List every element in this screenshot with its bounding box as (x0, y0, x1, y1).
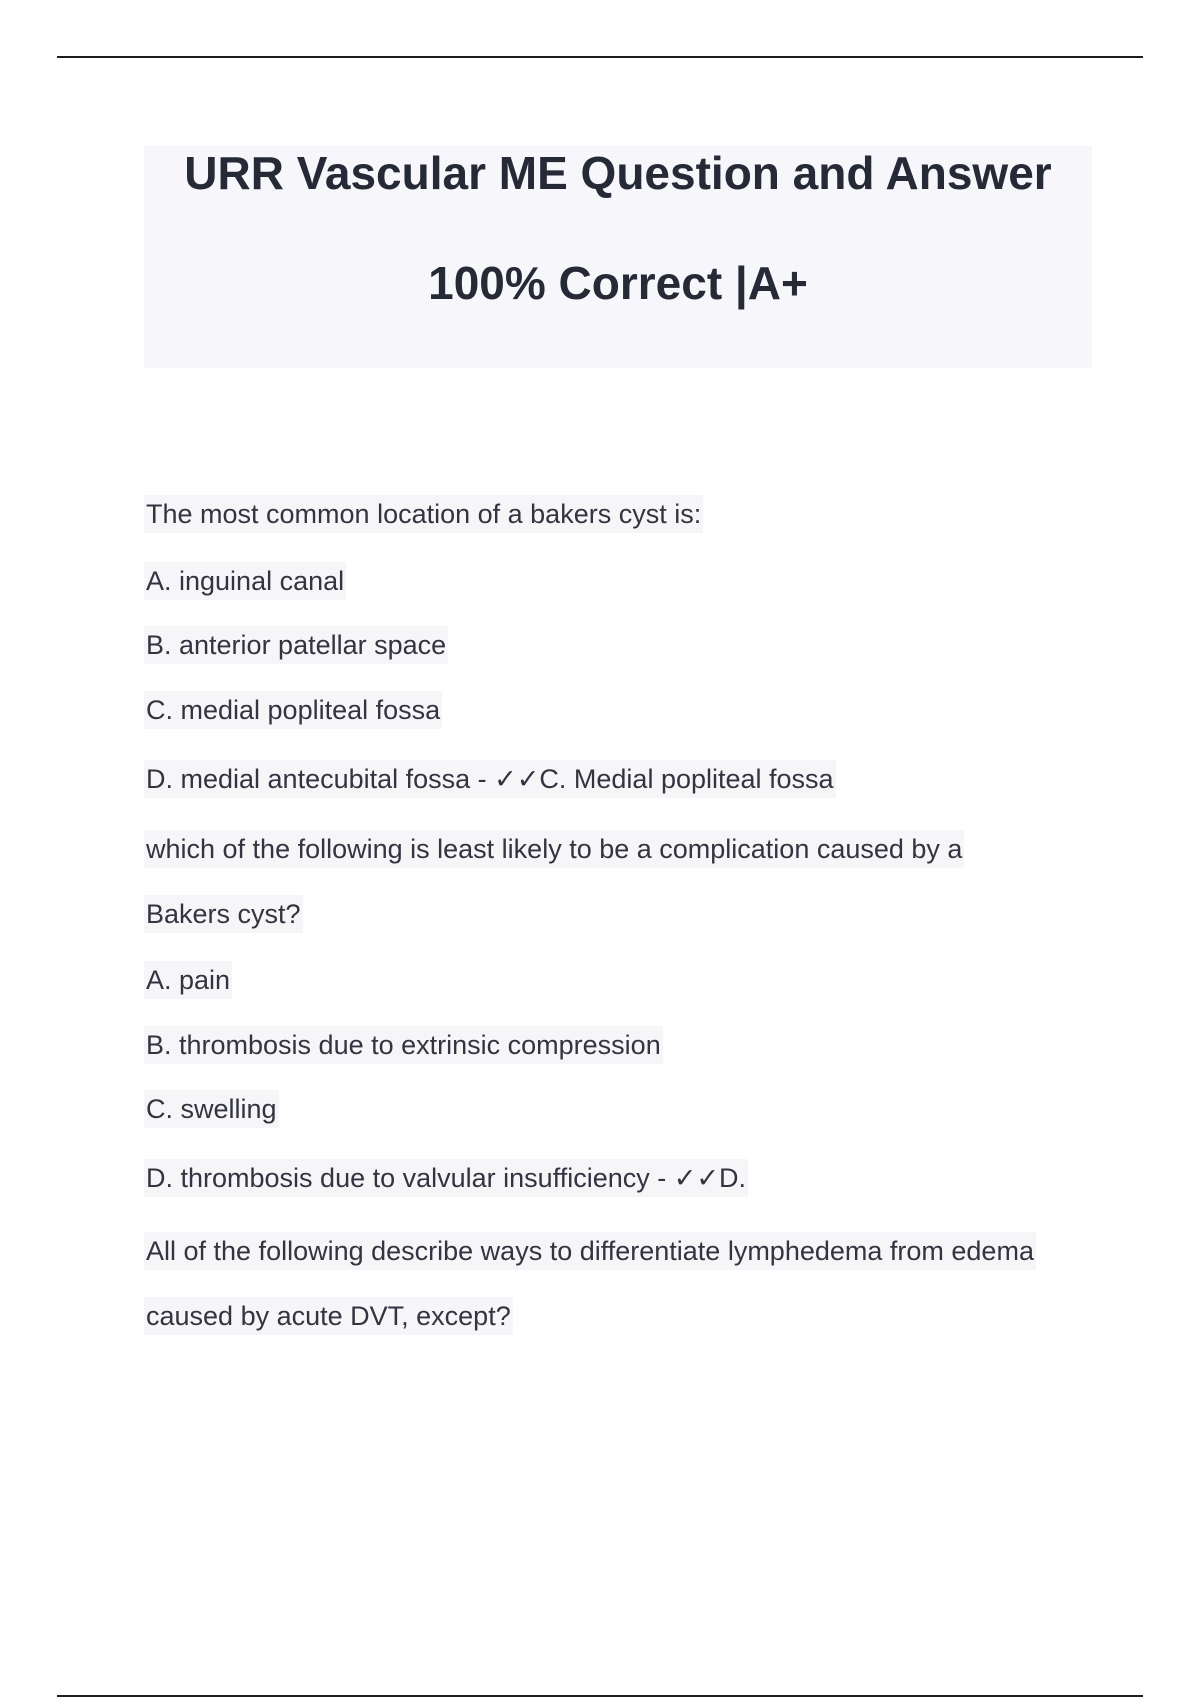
title-line-2: 100% Correct |A+ (428, 257, 808, 309)
question-3-text-line-1: All of the following describe ways to differentiate lymphedema from edema (144, 1232, 1036, 1270)
question-1-option-b: B. anterior patellar space (144, 626, 448, 664)
question-1-option-d-answer: D. medial antecubital fossa - ✓✓C. Medial popliteal fossa (144, 760, 836, 798)
bottom-rule (57, 1695, 1143, 1697)
question-2-option-a: A. pain (144, 961, 232, 999)
question-1-text: The most common location of a bakers cyst is: (144, 495, 703, 533)
question-1-option-c: C. medial popliteal fossa (144, 691, 442, 729)
question-2-text-line-1: which of the following is least likely to be a complication caused by a (144, 830, 964, 868)
question-2-option-c: C. swelling (144, 1090, 279, 1128)
title-line-1: URR Vascular ME Question and Answer (184, 147, 1052, 199)
question-2-option-b: B. thrombosis due to extrinsic compression (144, 1026, 663, 1064)
document-title (144, 0, 1092, 400)
question-2-text-line-2: Bakers cyst? (144, 895, 303, 933)
question-3-text-line-2: caused by acute DVT, except? (144, 1297, 513, 1335)
question-1-option-a: A. inguinal canal (144, 562, 346, 600)
question-2-option-d-answer: D. thrombosis due to valvular insufficiency - ✓✓D. (144, 1159, 748, 1197)
